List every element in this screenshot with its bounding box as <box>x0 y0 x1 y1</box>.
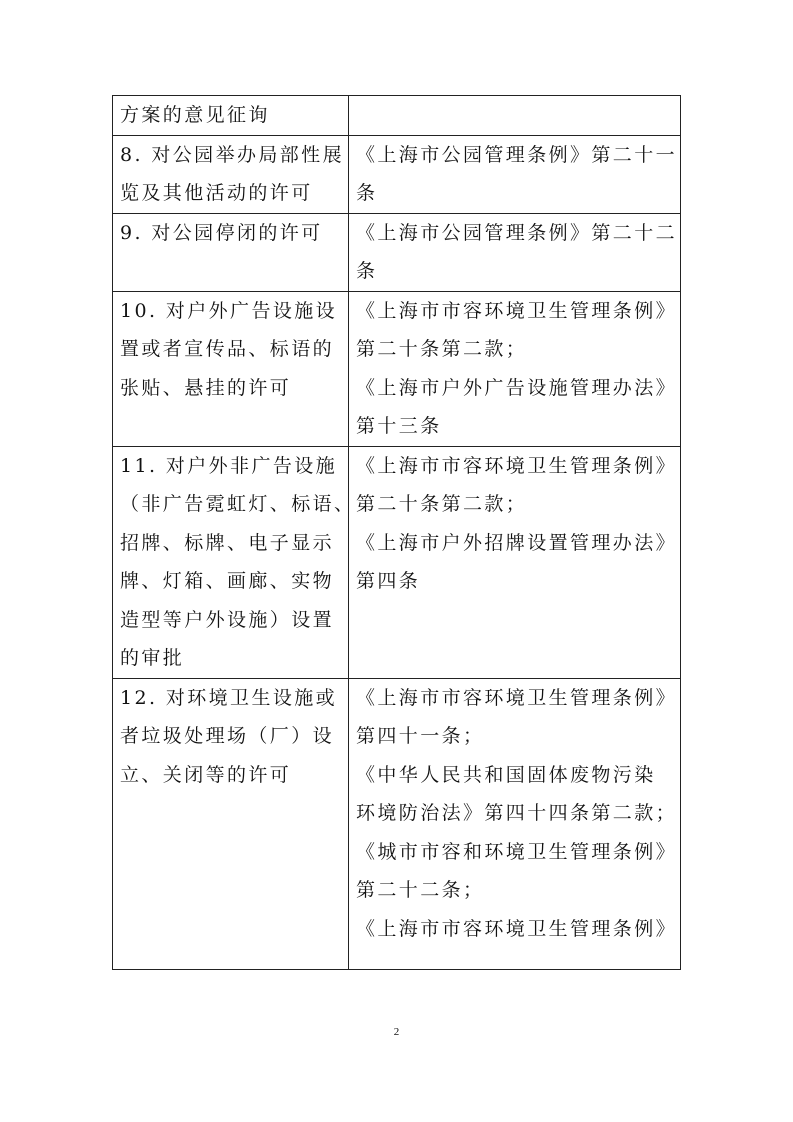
basis-line: 《上海市户外招牌设置管理办法》 <box>356 531 678 554</box>
basis-cell <box>349 96 681 136</box>
item-line: 9. 对公园停闭的许可 <box>120 221 323 244</box>
basis-line: 条 <box>356 260 378 282</box>
item-line: 造型等户外设施）设置 <box>120 608 335 631</box>
item-line: 11. 对户外非广告设施 <box>120 454 338 477</box>
basis-line: 第十三条 <box>356 415 442 437</box>
item-cell <box>113 213 349 291</box>
item-line: 张贴、悬挂的许可 <box>120 376 292 399</box>
table-row <box>113 135 681 213</box>
item-cell <box>113 291 349 446</box>
item-line: 12. 对环境卫生设施或 <box>120 686 338 709</box>
basis-cell <box>349 135 681 213</box>
basis-cell <box>349 678 681 969</box>
basis-line: 《上海市市容环境卫生管理条例》 <box>356 299 678 322</box>
basis-line: 《中华人民共和国固体废物污染 <box>356 763 656 786</box>
table-row <box>113 96 681 136</box>
item-line: 的审批 <box>120 647 185 669</box>
item-line: 者垃圾处理场（厂）设 <box>120 725 335 747</box>
basis-line: 条 <box>356 182 378 204</box>
item-cell <box>113 96 349 136</box>
basis-line: 《上海市市容环境卫生管理条例》 <box>356 917 678 940</box>
basis-cell <box>349 446 681 678</box>
item-line: （非广告霓虹灯、标语、 <box>120 493 356 515</box>
basis-line: 《上海市公园管理条例》第二十一 <box>356 143 678 166</box>
permit-basis-table <box>112 95 681 970</box>
basis-line: 第二十条第二款； <box>356 493 528 515</box>
item-cell <box>113 135 349 213</box>
item-line: 招牌、标牌、电子显示 <box>120 531 335 554</box>
basis-cell <box>349 291 681 446</box>
basis-line: 第四条 <box>356 570 421 592</box>
basis-line: 《城市市容和环境卫生管理条例》 <box>356 840 678 863</box>
basis-line: 《上海市公园管理条例》第二十二 <box>356 221 678 244</box>
table-row <box>113 291 681 446</box>
basis-line: 《上海市市容环境卫生管理条例》 <box>356 454 678 477</box>
table-row <box>113 213 681 291</box>
item-line: 牌、灯箱、画廊、实物 <box>120 570 335 592</box>
item-line: 置或者宣传品、标语的 <box>120 338 335 360</box>
item-line: 立、关闭等的许可 <box>120 763 292 786</box>
basis-line: 环境防治法》第四十四条第二款； <box>356 802 678 824</box>
basis-line: 《上海市市容环境卫生管理条例》 <box>356 686 678 709</box>
table-row <box>113 678 681 969</box>
basis-line: 《上海市户外广告设施管理办法》 <box>356 376 678 399</box>
item-cell <box>113 678 349 969</box>
item-cell <box>113 446 356 678</box>
item-line: 方案的意见征询 <box>120 104 270 126</box>
basis-cell <box>349 213 681 291</box>
table-row <box>113 446 681 678</box>
item-line: 览及其他活动的许可 <box>120 182 313 204</box>
basis-line: 第二十二条； <box>356 879 485 901</box>
item-line: 8. 对公园举办局部性展 <box>120 143 344 166</box>
basis-line: 第四十一条； <box>356 725 485 747</box>
basis-line: 第二十条第二款； <box>356 338 528 360</box>
page-number: 2 <box>393 1026 400 1038</box>
item-line: 10. 对户外广告设施设 <box>120 299 338 322</box>
